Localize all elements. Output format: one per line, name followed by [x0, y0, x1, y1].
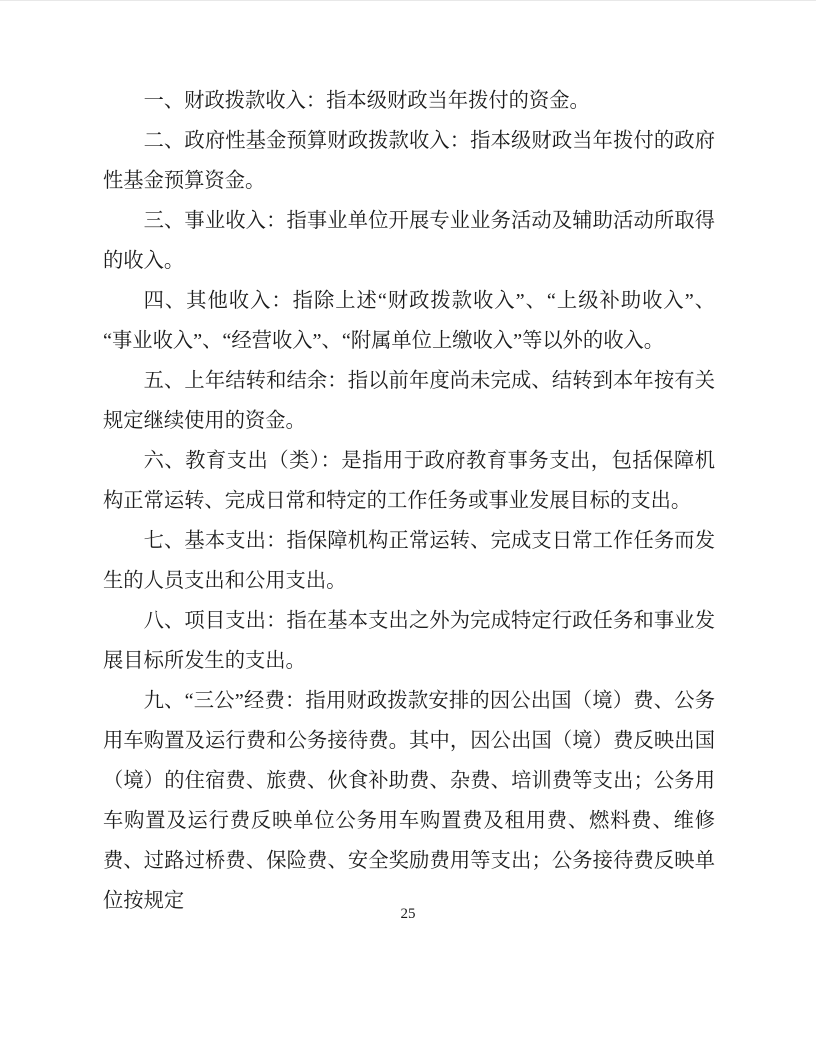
paragraph-project-expenditure: 八、项目支出：指在基本支出之外为完成特定行政任务和事业发展目标所发生的支出。: [103, 610, 715, 672]
paragraph-education-expenditure: 六、教育支出（类）：是指用于政府教育事务支出，包括保障机构正常运转、完成日常和特定的工作任务或事业发展目标的支出。: [103, 450, 715, 512]
page-number: 25: [400, 906, 416, 922]
paragraph-basic-expenditure: 七、基本支出：指保障机构正常运转、完成支日常工作任务而发生的人员支出和公用支出。: [103, 530, 715, 592]
paragraph-fiscal-appropriation-income: 一、财政拨款收入：指本级财政当年拨付的资金。: [143, 90, 590, 112]
paragraph-carryover-surplus: 五、上年结转和结余：指以前年度尚未完成、结转到本年按有关规定继续使用的资金。: [103, 370, 715, 432]
document-body: [103, 81, 715, 921]
paragraph-institutional-income: 三、事业收入：指事业单位开展专业业务活动及辅助活动所取得的收入。: [103, 210, 715, 272]
paragraph-three-public-expenses: 九、“三公”经费：指用财政拨款安排的因公出国（境）费、公务用车购置及运行费和公务接待费。其中，因公出国（境）费反映出国（境）的住宿费、旅费、伙食补助费、杂费、培训费等支出；公务用车购置及运行费反映单位公务用车购置费及租用费、燃料费、维修费、过路过桥费、保险费、安全奖励费用等支出；公务接待费反映单位按规定: [103, 690, 715, 912]
paragraph-other-income: 四、其他收入：指除上述“财政拨款收入”、“上级补助收入”、“事业收入”、“经营收入”、“附属单位上缴收入”等以外的收入。: [103, 290, 715, 352]
paragraph-govt-fund-budget-income: 二、政府性基金预算财政拨款收入：指本级财政当年拨付的政府性基金预算资金。: [103, 130, 715, 192]
page-footer: [0, 903, 816, 925]
